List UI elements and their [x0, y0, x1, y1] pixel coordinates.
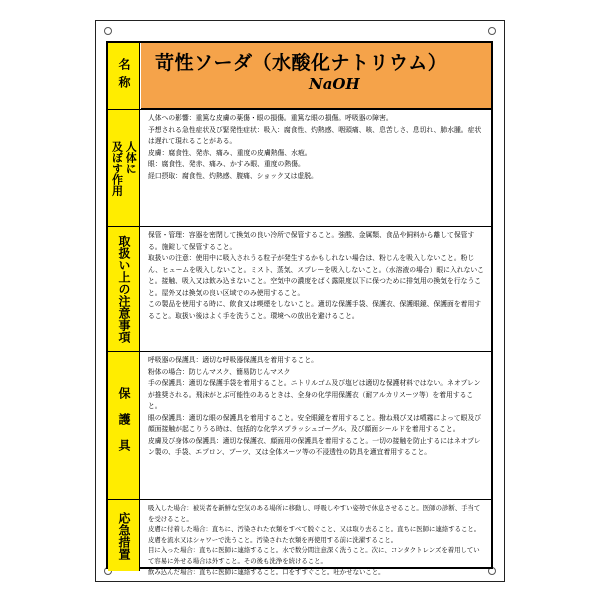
protective-line: 手の保護具：適切な保護手袋を着用すること。ニトリルゴム及び塩ビは適切な保護材料ではない。ネオプレンが推奨される。飛沫がとぶ可能性のあるときは、全身の化学用保護衣（耐アルカリスーツ等）を着用すること。	[148, 379, 481, 410]
handling-label-cell	[108, 227, 140, 351]
protective-line: 眼の保護具：適切な眼の保護具を着用すること。安全眼鏡を着用すること。撥ね飛び又は噴霧によって眼及び顔面接触が起こりうる時は、包括的な化学スプラッシュゴーグル、及び顔面シールドを着用すること。	[148, 413, 482, 433]
effects-line: 経口摂取：腐食性、灼熱感、腹痛、ショック又は虚脱。	[148, 171, 318, 180]
emergency-line: 目に入った場合：直ちに医師に連絡すること。水で数分間注意深く洗うこと。次に、コンタクトレンズを着用していて容易に外せる場合は外すこと。その後も洗浄を続けること。	[148, 546, 480, 565]
name-row	[108, 43, 491, 110]
substance-name: 苛性ソーダ（水酸化ナトリウム）	[155, 52, 448, 74]
handling-content	[141, 227, 491, 351]
safety-sign-board	[95, 20, 505, 582]
emergency-label-cell	[108, 500, 140, 571]
emergency-row	[108, 500, 491, 576]
emergency-content	[141, 500, 491, 576]
effects-line: 眼：腐食性、発赤、痛み、かすみ眼、重度の熱傷。	[148, 160, 305, 168]
effects-line: 人体への影響：重篤な皮膚の薬傷・眼の損傷。重篤な眼の損傷。呼吸器の障害。	[148, 114, 393, 122]
effects-label-cell	[108, 110, 140, 226]
emergency-label: 応急措置	[117, 511, 131, 560]
protective-row	[108, 352, 491, 500]
effects-label-line2: 及ぼす作用	[110, 140, 124, 196]
protective-label-cell	[108, 352, 140, 499]
chemical-info-table	[106, 41, 493, 576]
handling-row	[108, 227, 491, 352]
effects-row	[108, 110, 491, 227]
effects-content	[141, 110, 491, 226]
effects-label	[110, 141, 138, 196]
protective-content	[141, 352, 491, 499]
effects-label-line1: 人体に	[124, 140, 138, 174]
effects-line: 予想される急性症状及び緊発性症状：吸入：腐食性、灼熱感、咽頭痛、咳、息苦しさ、息切れ、肺水腫。症状は遅れて現れることがある。	[148, 125, 482, 145]
emergency-line: 飲み込んだ場合：直ちに医師に連絡すること。口をすすぐこと。吐かせないこと。	[148, 567, 385, 576]
emergency-line: 皮膚に付着した場合：直ちに、汚染された衣類をすべて脱ぐこと、又は取り去ること。直ちに医師に連絡すること。皮膚を流水又はシャワーで洗うこと。汚染された衣類を再使用する前に洗濯すること。	[148, 525, 481, 544]
chemical-formula: NaOH	[309, 75, 360, 93]
substance-name-cell	[141, 43, 491, 109]
protective-line: 粉体の場合：防じんマスク、簡易防じんマスク	[148, 367, 291, 376]
protective-line: 呼吸器の保護具：適切な呼吸器保護具を着用すること。	[148, 356, 318, 364]
handling-line: この製品を使用する時に、飲食又は喫煙をしないこと。適切な保護手袋、保護衣、保護眼鏡、保護面を着用すること。取扱い後はよく手を洗うこと。環境への放出を避けること。	[148, 300, 482, 320]
protective-label: 保護具	[117, 386, 131, 465]
name-label-cell	[108, 43, 140, 109]
mounting-hole-icon	[488, 27, 496, 35]
handling-line: 保管・管理：容器を密閉して換気の良い冷所で保管すること。強酸、金属類、食品や飼料から離して保管する。施錠して保管すること。	[148, 231, 475, 251]
handling-line: 取扱いの注意：使用中に吸入されうる粒子が発生するかもしれない場合は、粉じんを吸入しないこと。粉じん、ヒュームを吸入しないこと。ミスト、蒸気、スプレーを吸入しないこと。（水溶液の場合）眼に入れないこと。接触、吸入又は飲み込まないこと。空気中の濃度をばく露限度以下に保つために排気用の換気を行なうこと。屋外又は換気の良い区域でのみ使用すること。	[148, 254, 484, 297]
name-label: 名称	[117, 58, 131, 94]
handling-label: 取扱い上の注意事項	[117, 235, 131, 343]
protective-line: 皮膚及び身体の保護具：適切な保護衣、顔面用の保護具を着用すること。一切の接触を防止するにはネオプレン製の、手袋、エプロン、ブーツ、又は全体スーツ等の不浸透性の防具を適宜着用すること。	[148, 436, 481, 456]
effects-line: 皮膚：腐食性、発赤、痛み、重度の皮膚熱傷、水疱。	[148, 148, 312, 157]
emergency-line: 吸入した場合：被災者を新鮮な空気のある場所に移動し、呼吸しやすい姿勢で休息させること。医師の診断、手当てを受けること。	[148, 504, 481, 523]
mounting-hole-icon	[104, 27, 112, 35]
